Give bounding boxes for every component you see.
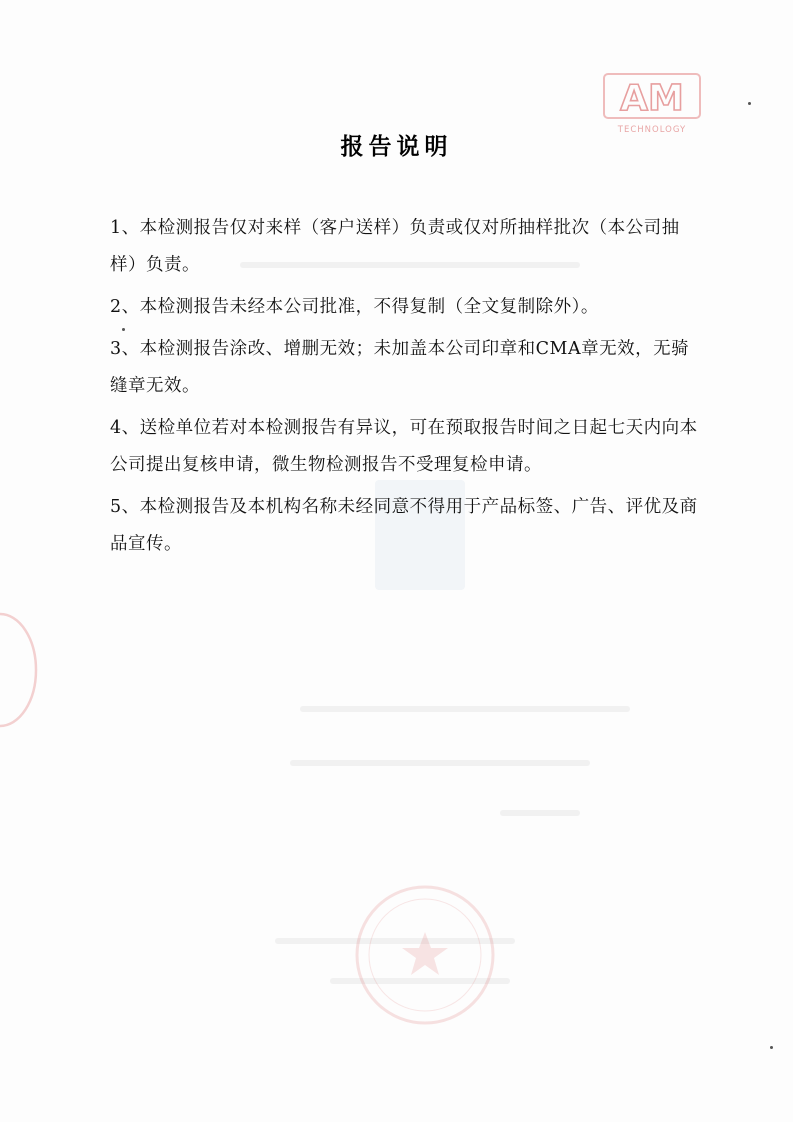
faint-seal-stamp (350, 880, 500, 1030)
svg-text:AM: AM (620, 78, 684, 119)
statement-item-1: 1、本检测报告仅对来样（客户送样）负责或仅对所抽样批次（本公司抽样）负责。 (110, 218, 680, 275)
page-title: 报告说明 (340, 134, 453, 160)
svg-text:TECHNOLOGY: TECHNOLOGY (617, 125, 687, 135)
statement-item-3: 3、本检测报告涂改、增删无效；未加盖本公司印章和CMA章无效，无骑缝章无效。 (110, 339, 690, 396)
speck (770, 1046, 773, 1049)
statement-item-5: 5、本检测报告及本机构名称未经同意不得用于产品标签、广告、评优及商品宣传。 (110, 497, 698, 554)
speck (748, 102, 751, 105)
speck (122, 328, 125, 331)
bleed-through-mark (500, 810, 580, 816)
bleed-through-mark (290, 760, 590, 766)
statement-item-4: 4、送检单位若对本检测报告有异议，可在预取报告时间之日起七天内向本公司提出复核申请，微生物检测报告不受理复检申请。 (110, 418, 698, 475)
faint-edge-stamp (0, 610, 40, 730)
statement-item-2: 2、本检测报告未经本公司批准，不得复制（全文复制除外）。 (110, 297, 599, 317)
bleed-through-mark (300, 706, 630, 712)
statement-list (110, 210, 700, 568)
